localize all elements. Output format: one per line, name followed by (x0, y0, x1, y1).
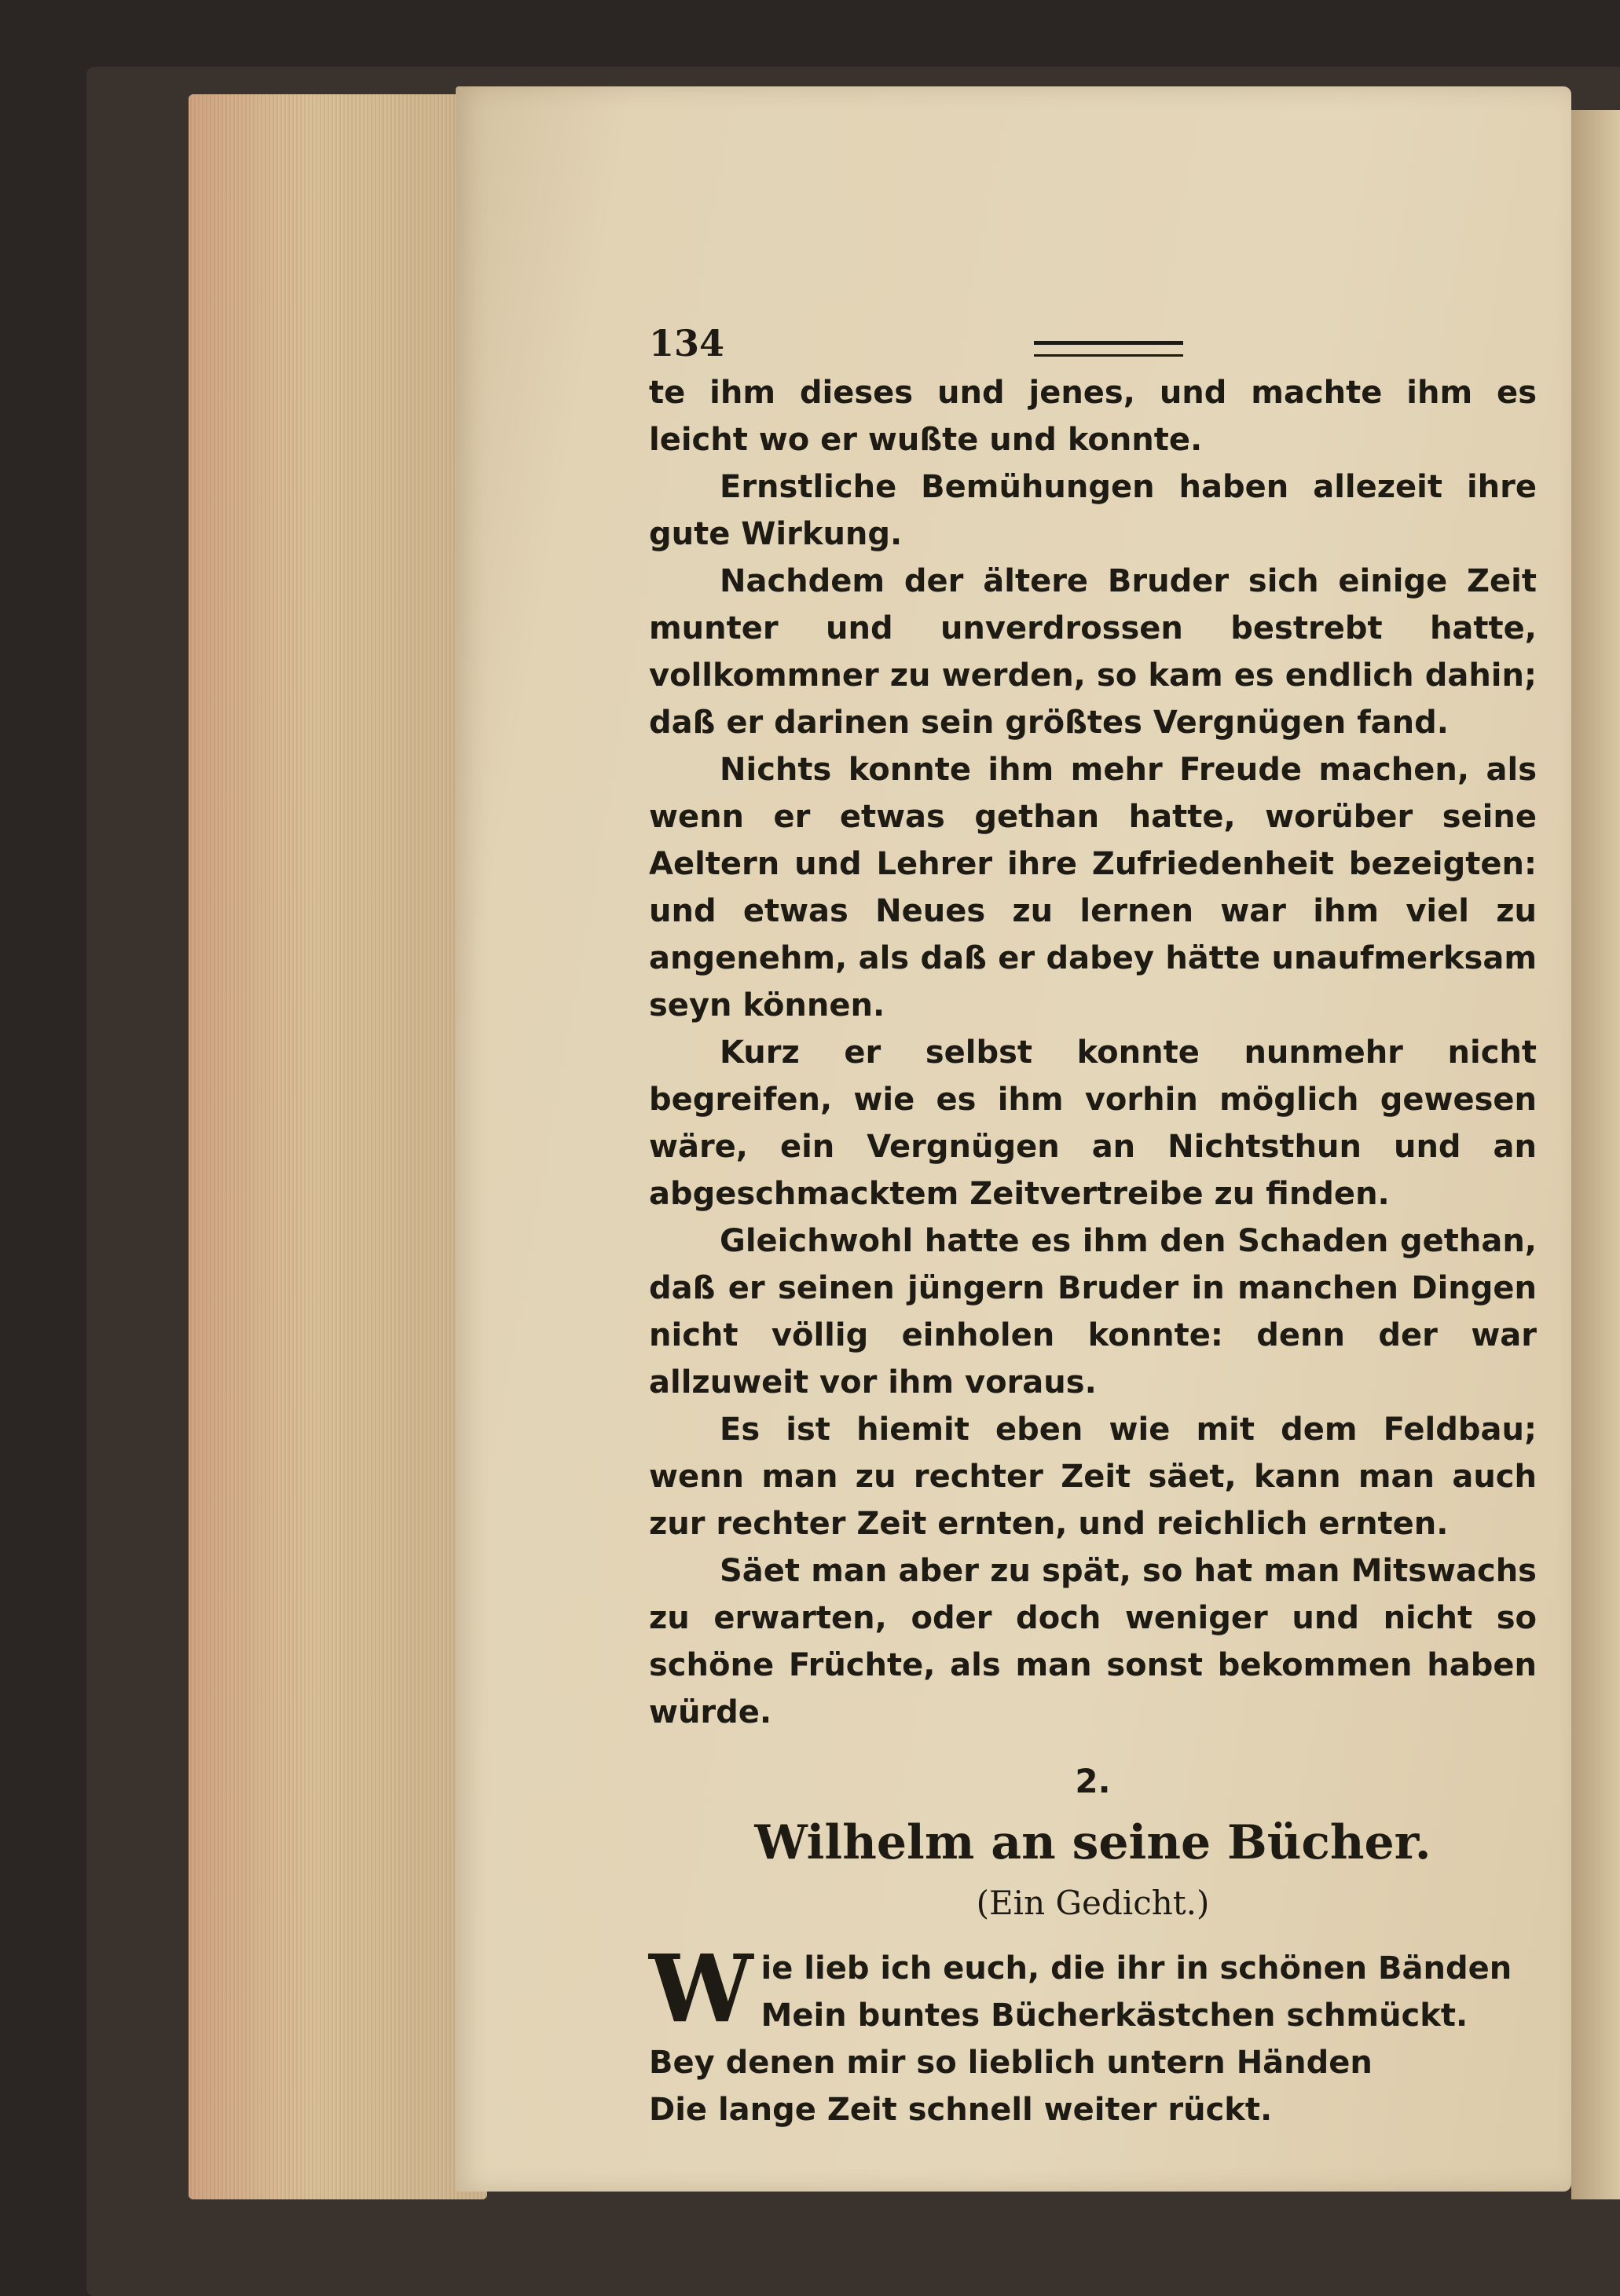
facing-page-edge (1571, 110, 1620, 2199)
poem-line: Bey denen mir so lieblich untern Händen (649, 2045, 1373, 2081)
paragraph: Säet man aber zu spät, so hat man Mitswachs zu erwarten, oder doch weniger und nicht so schöne Früchte, als man sonst bekommen haben würde. (649, 1553, 1537, 1730)
poem-line: Mein buntes Bücherkästchen schmückt. (761, 1998, 1468, 2034)
section-subtitle: (Ein Gedicht.) (976, 1884, 1210, 1922)
section-title: Wilhelm an seine Bücher. (754, 1815, 1431, 1870)
paragraph: Gleichwohl hatte es ihm den Schaden gethan, daß er seinen jüngern Bruder in manchen Dingen nicht völlig einholen konnte: denn der war allzuweit vor ihm voraus. (649, 1223, 1537, 1401)
paragraph: te ihm dieses und jenes, und machte ihm es leicht wo er wußte und konnte. (649, 375, 1537, 458)
paragraph: Nichts konnte ihm mehr Freude machen, als wenn er etwas gethan hatte, worüber seine Aeltern und Lehrer ihre Zufriedenheit bezeigten: und etwas Neues zu lernen war ihm viel zu angenehm, als daß er dabey hätte unaufmerksam seyn können. (649, 752, 1537, 1023)
page-number: 134 (649, 322, 725, 364)
page-header (649, 322, 1576, 369)
page-edges (189, 94, 487, 2199)
paragraph: Kurz er selbst konnte nunmehr nicht begreifen, wie es ihm vorhin möglich gewesen wäre, ein Vergnügen an Nichtsthun und an abgeschmacktem Zeitvertreibe zu finden. (649, 1034, 1537, 1212)
page-body (649, 369, 1537, 2133)
drop-cap: W (649, 1934, 753, 2043)
poem-line: ie lieb ich euch, die ihr in schönen Bänden (761, 1950, 1512, 1987)
poem (649, 1934, 1537, 2133)
poem-line: Die lange Zeit schnell weiter rückt. (649, 2092, 1273, 2128)
paragraph: Es ist hiemit eben wie mit dem Feldbau; wenn man zu rechter Zeit säet, kann man auch zur rechter Zeit ernten, und reichlich ernten. (649, 1412, 1537, 1542)
paragraph: Nachdem der ältere Bruder sich einige Zeit munter und unverdrossen bestrebt hatte, vollkommner zu werden, so kam es endlich dahin; daß er darinen sein größtes Vergnügen fand. (649, 563, 1537, 741)
header-rule (1034, 341, 1183, 357)
paragraph: Ernstliche Bemühungen haben allezeit ihre gute Wirkung. (649, 469, 1537, 552)
section-number: 2. (1075, 1762, 1111, 1800)
